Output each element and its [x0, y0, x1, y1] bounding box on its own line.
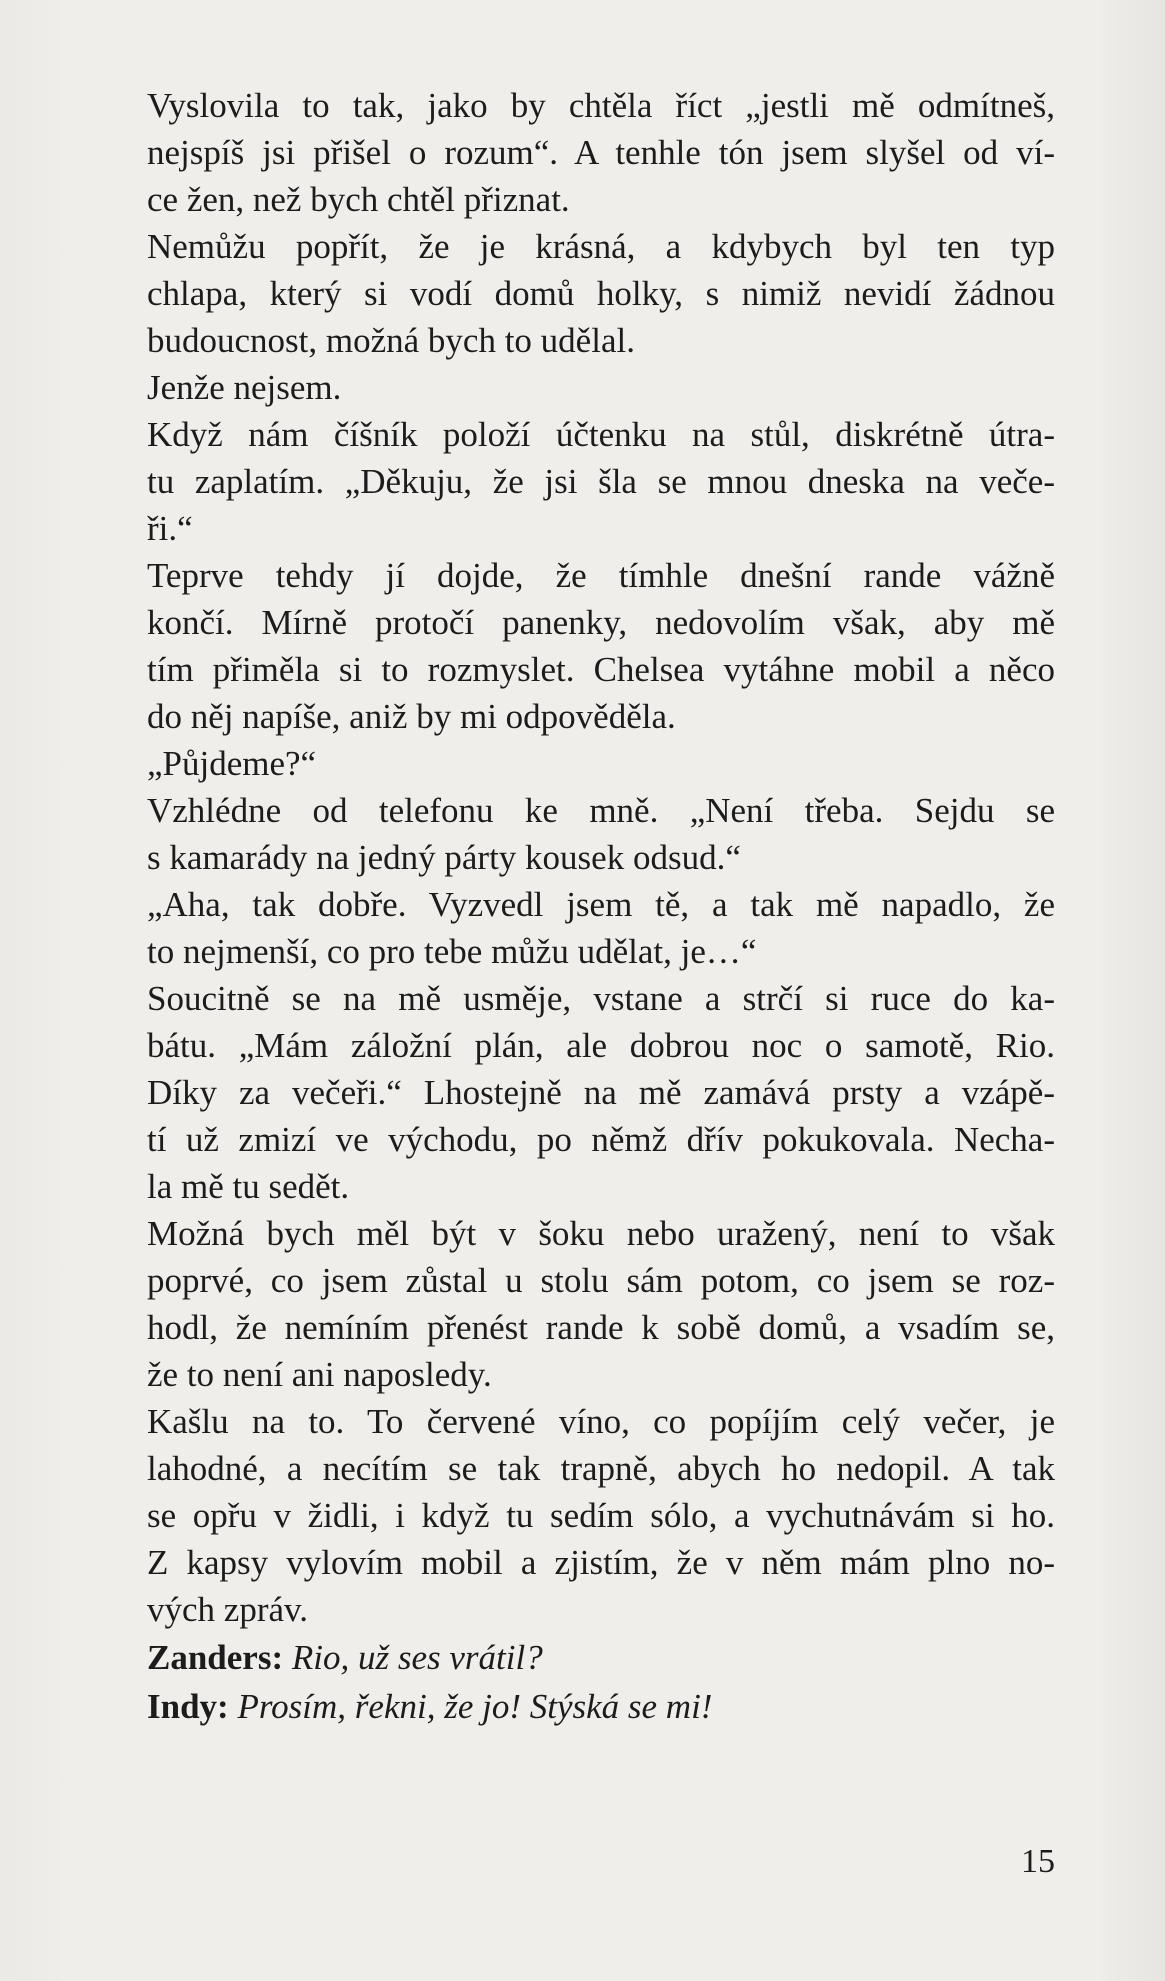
text-line: s kamarády na jedný párty kousek odsud.“ [147, 838, 741, 877]
text-line: hodl, že nemíním přenést rande k sobě domů, a vsadím se, [147, 1308, 1055, 1347]
paragraph [147, 787, 1055, 881]
text-line: Teprve tehdy jí dojde, že tímhle dnešní rande vážně [147, 556, 1055, 595]
paragraph [147, 223, 1055, 364]
chat-message [147, 1682, 1055, 1731]
text-line: Možná bych měl být v šoku nebo uražený, není to však [147, 1214, 1055, 1253]
message-sender: Indy: [147, 1687, 238, 1726]
paragraph [147, 552, 1055, 740]
message-text: Prosím, řekni, že jo! Stýská se mi! [237, 1687, 713, 1726]
paragraph [147, 411, 1055, 552]
text-line: poprvé, co jsem zůstal u stolu sám potom, co jsem se roz- [147, 1261, 1055, 1300]
chat-message [147, 1633, 1055, 1682]
text-line: „Aha, tak dobře. Vyzvedl jsem tě, a tak mě napadlo, že [147, 885, 1055, 924]
text-line: chlapa, který si vodí domů holky, s nimiž nevidí žádnou [147, 274, 1055, 313]
text-line: ce žen, než bych chtěl přiznat. [147, 180, 570, 219]
message-text: Rio, už ses vrátil? [291, 1638, 543, 1677]
text-line: tím přiměla si to rozmyslet. Chelsea vytáhne mobil a něco [147, 650, 1055, 689]
paragraph [147, 364, 1055, 411]
text-line: to nejmenší, co pro tebe můžu udělat, je…“ [147, 932, 757, 971]
text-line: Nemůžu popřít, že je krásná, a kdybych byl ten typ [147, 227, 1055, 266]
text-line: Soucitně se na mě usměje, vstane a strčí si ruce do ka- [147, 979, 1055, 1018]
text-line: Když nám číšník položí účtenku na stůl, diskrétně útra- [147, 415, 1055, 454]
text-line: la mě tu sedět. [147, 1167, 350, 1206]
text-line: do něj napíše, aniž by mi odpověděla. [147, 697, 676, 736]
message-sender: Zanders: [147, 1638, 292, 1677]
page-number: 15 [1021, 1843, 1055, 1880]
text-line: vých zpráv. [147, 1590, 308, 1629]
body-text [147, 82, 1055, 1731]
text-line: budoucnost, možná bych to udělal. [147, 321, 635, 360]
text-line: tí už zmizí ve východu, po němž dřív pokukovala. Necha- [147, 1120, 1055, 1159]
text-line: bátu. „Mám záložní plán, ale dobrou noc o samotě, Rio. [147, 1026, 1055, 1065]
text-line: tu zaplatím. „Děkuju, že jsi šla se mnou dneska na veče- [147, 462, 1055, 501]
paragraph [147, 1398, 1055, 1633]
text-line: Z kapsy vylovím mobil a zjistím, že v něm mám plno no- [147, 1543, 1055, 1582]
text-line: se opřu v židli, i když tu sedím sólo, a vychutnávám si ho. [147, 1496, 1055, 1535]
text-line: ři.“ [147, 509, 193, 548]
text-line: Díky za večeři.“ Lhostejně na mě zamává prsty a vzápě- [147, 1073, 1055, 1112]
text-line: nejspíš jsi přišel o rozum“. A tenhle tón jsem slyšel od ví- [147, 133, 1055, 172]
paragraph [147, 82, 1055, 223]
text-line: Kašlu na to. To červené víno, co popíjím celý večer, je [147, 1402, 1055, 1441]
paragraph [147, 740, 1055, 787]
text-line: Vzhlédne od telefonu ke mně. „Není třeba. Sejdu se [147, 791, 1055, 830]
paragraph [147, 1210, 1055, 1398]
paragraph [147, 881, 1055, 975]
text-line: končí. Mírně protočí panenky, nedovolím však, aby mě [147, 603, 1055, 642]
text-line: Jenže nejsem. [147, 368, 342, 407]
text-line: Vyslovila to tak, jako by chtěla říct „jestli mě odmítneš, [147, 86, 1055, 125]
text-line: lahodné, a necítím se tak trapně, abych ho nedopil. A tak [147, 1449, 1055, 1488]
paragraph [147, 975, 1055, 1210]
text-line: že to není ani naposledy. [147, 1355, 492, 1394]
text-line: „Půjdeme?“ [147, 744, 317, 783]
